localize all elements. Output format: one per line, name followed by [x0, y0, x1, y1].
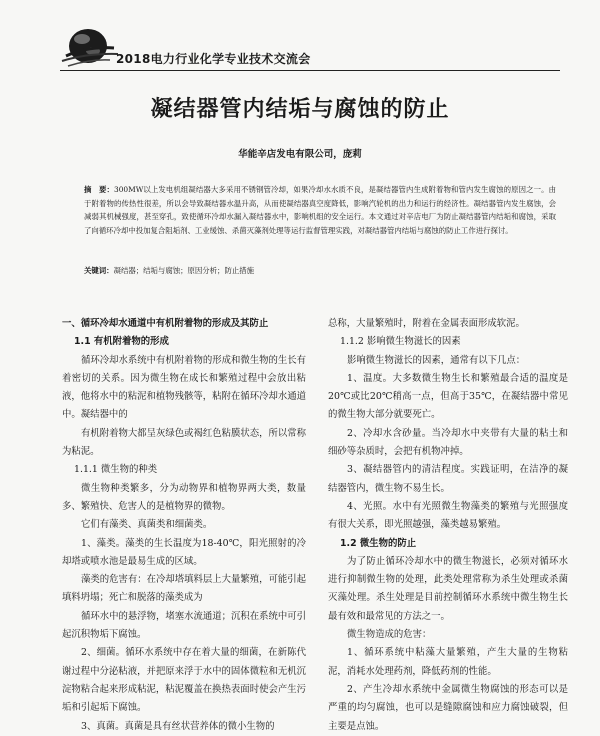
abstract: [84, 183, 556, 238]
paragraph: 4、光照。水中有光照微生物藻类的繁殖与光照强度有很大关系，即光照越强，藻类越易繁殖。: [328, 500, 568, 531]
paragraph: 循环水中的悬浮物，堵塞水流通道；沉积在系统中可引起沉积物垢下腐蚀。: [62, 610, 307, 641]
conference-title: 2018电力行业化学专业技术交流会: [116, 52, 311, 66]
paragraph: 微生物造成的危害：: [347, 629, 432, 641]
paragraph: 2、冷却水含砂量。当冷却水中夹带有大量的粘土和细砂等杂质时，会把有机物冲掉。: [328, 427, 568, 458]
header-rule: [60, 70, 560, 71]
subsection-heading: 1.1 有机附着物的形成: [74, 336, 169, 348]
paragraph: 2、产生冷却水系统中金属微生物腐蚀的形态可以是严重的均匀腐蚀，也可以是缝隙腐蚀和应力腐蚀破裂，但主要是点蚀。: [328, 683, 568, 732]
paragraph: 它们有藻类、真菌类和细菌类。: [81, 519, 213, 531]
author-line: 华能辛店发电有限公司，庞莉: [238, 149, 362, 160]
paragraph: 影响微生物滋长的因素，通常有以下几点：: [347, 354, 526, 366]
keywords: [84, 265, 556, 276]
left-column: [62, 315, 306, 736]
abstract-label: 摘 要：: [84, 185, 115, 194]
paragraph: 藻类的危害有：在冷却塔填料层上大量繁殖，可能引起填料坍塌；死亡和脱落的藻类成为: [62, 574, 307, 604]
paragraph: 有机附着物大都呈灰绿色或褐红色粘膜状态，所以常称为粘泥。: [62, 427, 307, 458]
keywords-text: 凝结器；结垢与腐蚀；原因分析；防止措施: [113, 266, 255, 275]
section-heading: 一、循环冷却水通道中有机附着物的形成及其防止: [62, 318, 269, 329]
paragraph: 3、凝结器管内的清洁程度。实践证明，在洁净的凝结器管内，微生物不易生长。: [328, 464, 568, 494]
paragraph: 循环冷却水系统中有机附着物的形成和微生物的生长有着密切的关系。因为微生物在成长和繁殖过程中会放出粘液，他将水中的粘泥和植物残骸等，粘附在循环冷却水通道中。凝结器中的: [62, 354, 307, 421]
subsubsection-heading: 1.1.1 微生物的种类: [74, 464, 158, 476]
paragraph: 微生物种类繁多，分为动物界和植物界两大类，数量多、繁殖快、危害人的是植物界的微物。: [62, 482, 306, 512]
paragraph: 2、细菌。循环水系统中存在着大量的细菌，在新陈代谢过程中分泌粘液，并把原来浮于水中的固体微粒和无机沉淀物粘合起来形成粘泥，粘泥覆盖在换热表面时使会产生污垢和引起垢下腐蚀。: [62, 647, 306, 714]
conference-logo-icon: [58, 26, 120, 68]
paragraph: 总称，大量繁殖时，附着在金属表面形成软泥。: [328, 318, 525, 329]
paragraph: 1、循环系统中粘藻大量繁殖，产生大量的生物粘泥，消耗水处理药剂，降低药剂的性能。: [328, 647, 568, 677]
paper-title: 凝结器管内结垢与腐蚀的防止: [150, 97, 450, 122]
abstract-text: 300MW以上发电机组凝结器大多采用不锈钢管冷却，如果冷却水水质不良，是凝结器管内生成附着物和管内发生腐蚀的原因之一。由于附着物的传热性很差，所以会导致凝结器水温升高，从而使凝结器真空度降低，影响汽轮机的出力和运行的经济性。凝结器管内发生腐蚀，会减弱其机械强度，甚至穿孔，致使循环冷却水漏入凝结器水中，影响机组的安全运行。本文通过对辛店电厂为防止凝结器管内结垢和腐蚀，采取了向循环冷却中投加复合阻垢剂、工业缓蚀、杀菌灭藻剂处理等运行监督管理实践，对凝结器管内结垢与腐蚀的防止工作进行探讨。: [84, 185, 556, 236]
paragraph: 1、藻类。藻类的生长温度为18-40℃，阳光照射的冷却塔或喷水池是最易生成的区域。: [62, 537, 306, 567]
paragraph: 3、真菌。真菌是具有丝状营养体的微小生物的: [81, 720, 275, 732]
subsection-heading: 1.2 微生物的防止: [340, 537, 417, 549]
paragraph: 1、温度。大多数微生物生长和繁殖最合适的温度是20℃或比20℃稍高一点，但高于35℃，在凝结器中常见的微生物大部分就要死亡。: [328, 372, 568, 421]
right-column: [328, 315, 568, 736]
paragraph: 为了防止循环冷却水中的微生物滋长，必须对循环水进行抑制微生物的处理，此类处理常称为杀生处理或杀菌灭藻处理。杀生处理是目前控制循环水系统中微生物生长最有效和最常见的方法之一。: [328, 555, 568, 622]
keywords-label: 关键词：: [84, 266, 114, 275]
subsubsection-heading: 1.1.2 影响微生物滋长的因素: [340, 336, 461, 348]
